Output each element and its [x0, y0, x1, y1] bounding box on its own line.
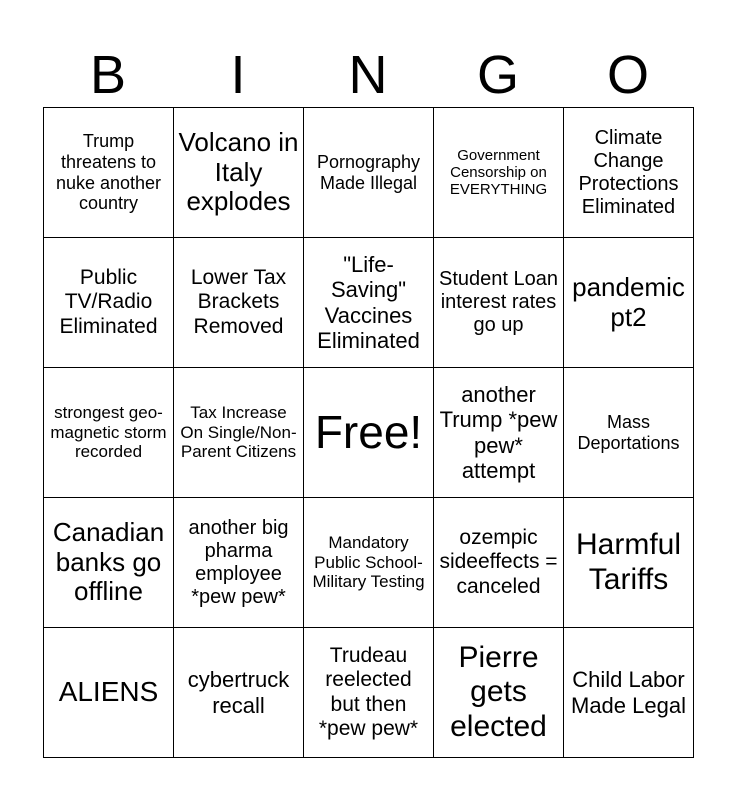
bingo-cell[interactable]: Government Censorship on EVERYTHING	[434, 108, 564, 238]
bingo-cell[interactable]: Student Loan interest rates go up	[434, 238, 564, 368]
bingo-cell[interactable]: Public TV/Radio Eliminated	[44, 238, 174, 368]
bingo-cell[interactable]: ozempic sideeffects = canceled	[434, 498, 564, 628]
title-letter-b: B	[89, 45, 127, 105]
bingo-cell[interactable]: Child Labor Made Legal	[564, 628, 694, 758]
bingo-cell[interactable]: another Trump *pew pew* attempt	[434, 368, 564, 498]
bingo-row	[44, 628, 694, 758]
bingo-cell[interactable]: Tax Increase On Single/Non-Parent Citizens	[174, 368, 304, 498]
bingo-cell[interactable]: strongest geo-magnetic storm recorded	[44, 368, 174, 498]
bingo-row	[44, 238, 694, 368]
bingo-cell[interactable]: cybertruck recall	[174, 628, 304, 758]
bingo-cell[interactable]: Canadian banks go offline	[44, 498, 174, 628]
bingo-title	[43, 44, 693, 106]
title-letter-n: N	[348, 45, 388, 105]
bingo-cell[interactable]: "Life-Saving" Vaccines Eliminated	[304, 238, 434, 368]
bingo-cell[interactable]: Climate Change Protections Eliminated	[564, 108, 694, 238]
bingo-cell[interactable]: Pierre gets elected	[434, 628, 564, 758]
bingo-cell[interactable]: ALIENS	[44, 628, 174, 758]
bingo-cell[interactable]: Volcano in Italy explodes	[174, 108, 304, 238]
bingo-row	[44, 108, 694, 238]
bingo-cell[interactable]: Lower Tax Brackets Removed	[174, 238, 304, 368]
title-letter-g: G	[476, 45, 519, 105]
title-letter-i: I	[230, 45, 246, 105]
bingo-cell[interactable]: Pornography Made Illegal	[304, 108, 434, 238]
bingo-cell[interactable]: Trudeau reelected but then *pew pew*	[304, 628, 434, 758]
bingo-cell[interactable]: Mass Deportations	[564, 368, 694, 498]
bingo-grid	[43, 107, 694, 758]
bingo-cell[interactable]: Mandatory Public School-Military Testing	[304, 498, 434, 628]
bingo-cell[interactable]: another big pharma employee *pew pew*	[174, 498, 304, 628]
bingo-cell[interactable]: Harmful Tariffs	[564, 498, 694, 628]
bingo-row	[44, 498, 694, 628]
title-letter-o: O	[606, 45, 649, 105]
bingo-cell[interactable]: pandemic pt2	[564, 238, 694, 368]
bingo-cell[interactable]: Trump threatens to nuke another country	[44, 108, 174, 238]
free-cell[interactable]: Free!	[304, 368, 434, 498]
bingo-row	[44, 368, 694, 498]
